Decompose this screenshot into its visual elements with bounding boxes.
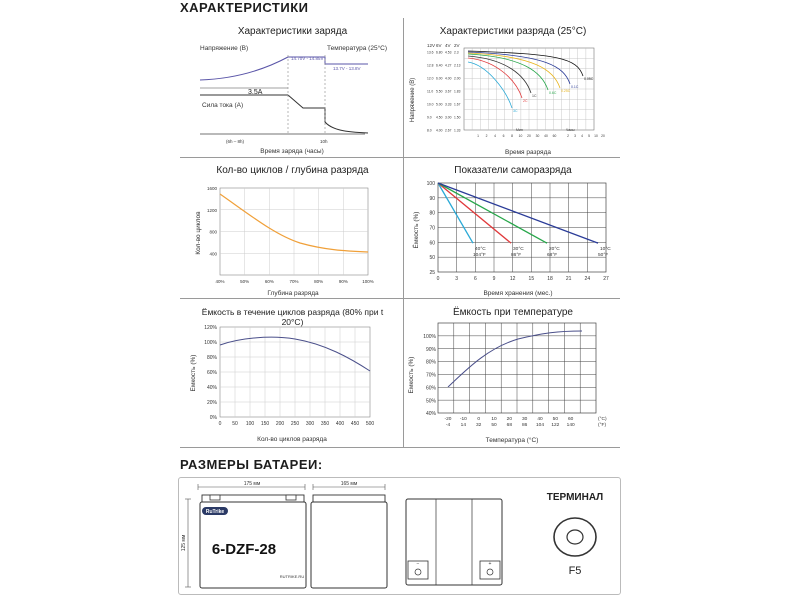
cycles-xtick: 80% bbox=[314, 279, 324, 284]
cycle-capacity-xtick: 450 bbox=[350, 421, 360, 427]
cycle-capacity-xtick: 150 bbox=[260, 421, 270, 427]
cycle-capacity-xtick: 250 bbox=[290, 421, 300, 427]
cycle-capacity-ytick: 0% bbox=[209, 415, 217, 421]
cycles-title: Кол-во циклов / глубина разряда bbox=[216, 165, 369, 176]
discharge-volt-cell: 1.67 bbox=[454, 102, 461, 107]
discharge-volt-cell: 1.33 bbox=[454, 128, 461, 133]
discharge-curve-label: 3C bbox=[513, 109, 518, 113]
cycle-capacity-ytick: 100% bbox=[204, 340, 217, 346]
battery-top-view bbox=[400, 479, 510, 594]
discharge-xtick-hr: 20 bbox=[601, 134, 605, 138]
discharge-title: Характеристики разряда (25°С) bbox=[439, 26, 587, 37]
discharge-xtick-hr: 2 bbox=[567, 134, 569, 138]
discharge-curve-label: 2C bbox=[523, 99, 528, 103]
section-title: ХАРАКТЕРИСТИКИ bbox=[180, 0, 309, 15]
discharge-volt-cell: 6.00 bbox=[436, 76, 443, 81]
temp-capacity-xtick-f: 140 bbox=[566, 423, 575, 428]
cycles-xtick: 60% bbox=[264, 279, 274, 284]
discharge-volt-cell: 12.8 bbox=[427, 63, 434, 68]
temp-capacity-ytick: 60% bbox=[425, 385, 436, 392]
discharge-volt-header: 6V bbox=[436, 43, 442, 48]
battery-model: 6-DZF-28 bbox=[211, 541, 277, 558]
discharge-ylabel: Напряжение (В) bbox=[410, 77, 416, 123]
cycles-xtick: 100% bbox=[362, 279, 374, 284]
temp-capacity-ytick: 100% bbox=[423, 334, 436, 340]
cycles-xtick: 90% bbox=[338, 279, 348, 284]
temp-capacity-ytick: 70% bbox=[425, 372, 436, 379]
charge-title: Характеристики заряда bbox=[237, 26, 348, 37]
discharge-volt-header: 2V bbox=[454, 43, 460, 48]
discharge-min-label: Мин bbox=[516, 128, 523, 132]
cycle-capacity-ytick: 120% bbox=[204, 325, 217, 331]
selfdischarge-temp-f: 86°F bbox=[511, 253, 522, 259]
selfdischarge-xtick: 15 bbox=[528, 276, 535, 282]
charge-chart bbox=[190, 22, 395, 157]
horizontal-divider-2 bbox=[180, 298, 620, 299]
discharge-volt-cell: 4.00 bbox=[436, 128, 443, 133]
selfdischarge-ytick: 25 bbox=[429, 270, 435, 276]
discharge-volt-cell: 8.0 bbox=[427, 128, 432, 133]
charge-voltage-range-2: 13.7V - 13.8V bbox=[333, 66, 361, 71]
cycles-panel bbox=[190, 160, 395, 298]
temp-capacity-xtick-c: 60 bbox=[567, 417, 574, 422]
discharge-volt-cell: 1.83 bbox=[454, 89, 461, 94]
discharge-xtick-min: 8 bbox=[511, 134, 513, 138]
cycle-capacity-xtick: 350 bbox=[320, 421, 330, 427]
discharge-volt-cell: 4.27 bbox=[445, 63, 452, 68]
selfdischarge-xlabel: Время хранения (мес.) bbox=[483, 290, 553, 297]
selfdischarge-xtick: 9 bbox=[492, 276, 496, 282]
temp-capacity-xtick-c: 30 bbox=[521, 417, 528, 422]
selfdischarge-chart bbox=[408, 160, 618, 298]
temp-capacity-xtick-c: -20 bbox=[444, 417, 452, 422]
selfdischarge-ytick: 50 bbox=[429, 255, 435, 262]
discharge-volt-cell: 2.00 bbox=[454, 76, 461, 81]
cycle-capacity-xlabel: Кол-во циклов разряда bbox=[257, 436, 327, 443]
discharge-xtick-min: 4 bbox=[494, 134, 496, 138]
charge-time-10: 10h bbox=[320, 139, 328, 144]
discharge-xtick-min: 40 bbox=[544, 134, 548, 138]
cycles-xtick: 50% bbox=[240, 279, 250, 284]
cycles-xtick: 40% bbox=[215, 279, 225, 284]
discharge-volt-cell: 12.0 bbox=[427, 76, 434, 81]
discharge-xtick-min: 20 bbox=[527, 134, 531, 138]
cycle-capacity-panel bbox=[190, 303, 395, 445]
discharge-curve-label: 0.1C bbox=[571, 85, 579, 89]
temp-capacity-xtick-c: -10 bbox=[459, 417, 467, 422]
temp-capacity-xtick-f: 50 bbox=[491, 423, 497, 428]
charge-current-value: 3.5A bbox=[248, 89, 263, 96]
temp-capacity-xtick-c: 0 bbox=[477, 417, 481, 422]
selfdischarge-xtick: 6 bbox=[473, 276, 477, 282]
selfdischarge-ytick: 100 bbox=[426, 181, 435, 187]
discharge-curve bbox=[468, 52, 570, 84]
selfdischarge-xtick: 12 bbox=[509, 276, 516, 282]
discharge-chart bbox=[408, 22, 618, 157]
selfdischarge-temp-c: 40°C bbox=[475, 247, 486, 253]
charge-voltage-range-1: 14.70V - 14.85V bbox=[291, 56, 324, 61]
battery-brand: RuTrike bbox=[205, 509, 225, 515]
discharge-volt-cell: 2.3 bbox=[454, 50, 459, 55]
charge-xlabel: Время заряда (часы) bbox=[260, 148, 324, 155]
discharge-xlabel: Время разряда bbox=[505, 149, 551, 156]
temp-capacity-xtick-f: 32 bbox=[475, 423, 482, 428]
charge-current-label: Сила тока (A) bbox=[202, 102, 244, 109]
discharge-volt-cell: 2.67 bbox=[445, 128, 452, 133]
charge-time-6-8: (6h – 8h) bbox=[226, 139, 245, 144]
discharge-volt-cell: 10.0 bbox=[427, 102, 434, 107]
battery-side-view bbox=[305, 479, 395, 594]
discharge-xtick-min: 2 bbox=[485, 134, 488, 138]
discharge-volt-cell: 4.50 bbox=[436, 115, 443, 120]
discharge-xtick-min: 30 bbox=[535, 134, 540, 138]
horizontal-divider-3 bbox=[180, 447, 620, 448]
battery-width-label: 175 мм bbox=[243, 481, 261, 487]
battery-height-label: 125 мм bbox=[181, 534, 187, 552]
selfdischarge-temp-c: 10°C bbox=[600, 247, 611, 253]
cycle-capacity-title: Ёмкость в течение циклов разряда (80% при t 20°С) bbox=[201, 307, 384, 327]
cycle-capacity-chart bbox=[190, 303, 395, 445]
temp-capacity-xtick-c: 40 bbox=[537, 417, 543, 422]
selfdischarge-xtick: 24 bbox=[584, 276, 591, 282]
temp-capacity-xtick-f: 14 bbox=[460, 423, 467, 428]
vertical-divider bbox=[403, 18, 404, 448]
discharge-curve bbox=[468, 56, 531, 93]
temp-capacity-unit-c: (°C) bbox=[598, 417, 607, 422]
temp-capacity-ylabel: Ёмкость (%) bbox=[408, 356, 415, 394]
discharge-xtick-min: 60 bbox=[552, 134, 557, 138]
discharge-xtick-hr: 5 bbox=[588, 134, 590, 138]
cycle-capacity-ytick: 60% bbox=[206, 370, 217, 376]
selfdischarge-ytick: 90 bbox=[429, 195, 435, 202]
cycle-capacity-xtick: 300 bbox=[305, 421, 315, 427]
selfdischarge-temp-c: 20°C bbox=[549, 247, 560, 253]
cycle-capacity-ylabel: Ёмкость (%) bbox=[190, 354, 197, 392]
discharge-volt-cell: 2.13 bbox=[454, 63, 461, 68]
temp-capacity-ytick: 80% bbox=[425, 359, 436, 366]
discharge-panel bbox=[408, 22, 618, 157]
selfdischarge-ytick: 70 bbox=[429, 225, 435, 232]
battery-site: RUTRIKE.RU bbox=[279, 574, 305, 579]
selfdischarge-line bbox=[438, 183, 598, 243]
temp-capacity-xtick-c: 50 bbox=[552, 417, 559, 422]
selfdischarge-title: Показатели саморазряда bbox=[454, 165, 572, 176]
cycles-chart bbox=[190, 160, 395, 298]
discharge-curve-label: 1C bbox=[532, 94, 537, 98]
discharge-volt-cell: 5.50 bbox=[436, 89, 443, 94]
cycles-ytick: 800 bbox=[209, 229, 217, 235]
temp-capacity-xtick-f: 86 bbox=[521, 423, 528, 428]
cycle-capacity-ytick: 80% bbox=[206, 355, 217, 361]
selfdischarge-temp-f: 68°F bbox=[547, 253, 558, 259]
discharge-volt-cell: 5.00 bbox=[436, 102, 443, 107]
terminal-type: F5 bbox=[568, 565, 582, 577]
temp-capacity-chart bbox=[408, 303, 618, 445]
terminal-title: ТЕРМИНАЛ bbox=[546, 492, 604, 503]
discharge-volt-cell: 4.53 bbox=[445, 50, 452, 55]
charge-panel bbox=[190, 22, 395, 157]
temp-capacity-xtick-c: 20 bbox=[506, 417, 513, 422]
discharge-volt-cell: 4.00 bbox=[445, 76, 452, 81]
discharge-curve-label: 0.25C bbox=[561, 89, 571, 93]
temp-capacity-ytick: 90% bbox=[425, 346, 436, 353]
temp-capacity-xtick-f: 104 bbox=[535, 423, 545, 428]
cycle-capacity-xtick: 200 bbox=[275, 421, 285, 427]
temp-capacity-ytick: 50% bbox=[425, 398, 436, 405]
selfdischarge-ylabel: Ёмкость (%) bbox=[413, 211, 420, 249]
selfdischarge-line bbox=[438, 183, 547, 243]
discharge-volt-cell: 6.80 bbox=[436, 50, 443, 55]
selfdischarge-xtick: 0 bbox=[436, 276, 440, 282]
temp-capacity-xtick-f: -4 bbox=[445, 423, 451, 428]
selfdischarge-xtick: 27 bbox=[603, 276, 609, 282]
temp-capacity-xtick-f: 122 bbox=[551, 423, 560, 428]
selfdischarge-panel bbox=[408, 160, 618, 298]
selfdischarge-temp-f: 50°F bbox=[598, 253, 609, 259]
selfdischarge-temp-f: 104°F bbox=[473, 253, 486, 259]
selfdischarge-ytick: 80 bbox=[429, 210, 435, 217]
cycle-capacity-xtick: 400 bbox=[335, 421, 345, 427]
cycles-ylabel: Кол-во циклов bbox=[195, 211, 202, 255]
temp-capacity-line bbox=[448, 331, 582, 387]
temp-capacity-ytick: 40% bbox=[425, 411, 436, 418]
discharge-xtick-min: 6 bbox=[502, 134, 505, 138]
discharge-curve bbox=[468, 51, 583, 76]
selfdischarge-temp-c: 30°C bbox=[513, 247, 524, 253]
cycles-xlabel: Глубина разряда bbox=[267, 290, 319, 297]
dimensions-title: РАЗМЕРЫ БАТАРЕИ: bbox=[180, 457, 323, 472]
battery-depth-label: 165 мм bbox=[340, 481, 358, 487]
cycle-capacity-xtick: 0 bbox=[218, 421, 222, 427]
temp-capacity-xtick-f: 68 bbox=[506, 423, 513, 428]
terminal-ring-icon bbox=[550, 512, 600, 562]
discharge-curve-label: 0.6C bbox=[549, 91, 557, 95]
temp-capacity-xtick-c: 10 bbox=[491, 417, 497, 422]
cycles-ytick: 400 bbox=[209, 251, 217, 257]
selfdischarge-xtick: 21 bbox=[565, 276, 572, 282]
discharge-volt-cell: 3.33 bbox=[445, 102, 452, 107]
cycle-capacity-ytick: 20% bbox=[206, 400, 217, 406]
discharge-curve bbox=[468, 62, 512, 108]
cycle-capacity-ytick: 40% bbox=[206, 385, 217, 391]
discharge-volt-header: 4V bbox=[445, 43, 451, 48]
discharge-curve bbox=[468, 58, 522, 98]
charge-voltage-label: Напряжение (В) bbox=[200, 45, 249, 52]
temp-capacity-xlabel: Температура (°С) bbox=[485, 437, 539, 444]
selfdischarge-xtick: 18 bbox=[547, 276, 553, 282]
selfdischarge-xtick: 3 bbox=[455, 276, 459, 282]
horizontal-divider-1 bbox=[180, 157, 620, 158]
cycles-ytick: 1600 bbox=[206, 186, 217, 191]
discharge-xtick-hr: 4 bbox=[581, 134, 583, 138]
discharge-xtick-min: 10 bbox=[518, 134, 523, 138]
cycles-ytick: 1200 bbox=[206, 207, 217, 213]
temp-capacity-panel bbox=[408, 303, 618, 445]
selfdischarge-line bbox=[438, 183, 511, 243]
discharge-volt-header: 12V bbox=[427, 43, 436, 48]
discharge-volt-cell: 1.50 bbox=[454, 115, 461, 120]
cycle-capacity-xtick: 50 bbox=[232, 421, 238, 427]
discharge-xtick-hr: 3 bbox=[574, 134, 576, 138]
battery-front-view bbox=[180, 479, 315, 594]
selfdischarge-ytick: 60 bbox=[429, 240, 435, 247]
cycles-xtick: 70% bbox=[289, 279, 299, 284]
charge-temperature-label: Температура (25°С) bbox=[327, 45, 388, 52]
cycle-capacity-xtick: 100 bbox=[245, 421, 255, 427]
cycle-capacity-xtick: 500 bbox=[365, 421, 375, 427]
discharge-volt-cell: 3.00 bbox=[445, 115, 452, 120]
svg-text:−: − bbox=[416, 561, 420, 567]
temp-capacity-title: Ёмкость при температуре bbox=[453, 307, 573, 318]
discharge-volt-cell: 3.67 bbox=[445, 89, 452, 94]
discharge-volt-cell: 11.0 bbox=[427, 89, 434, 94]
discharge-volt-cell: 6.40 bbox=[436, 63, 443, 68]
temp-capacity-unit-f: (°F) bbox=[598, 423, 607, 428]
svg-text:+: + bbox=[488, 561, 492, 567]
discharge-xtick-min: 1 bbox=[477, 134, 479, 138]
discharge-xtick-hr: 10 bbox=[594, 134, 598, 138]
discharge-volt-cell: 13.6 bbox=[427, 50, 434, 55]
discharge-curve-label: 0.05C bbox=[584, 77, 594, 81]
discharge-volt-cell: 9.0 bbox=[427, 115, 432, 120]
discharge-hr-label: Часы bbox=[566, 128, 575, 132]
